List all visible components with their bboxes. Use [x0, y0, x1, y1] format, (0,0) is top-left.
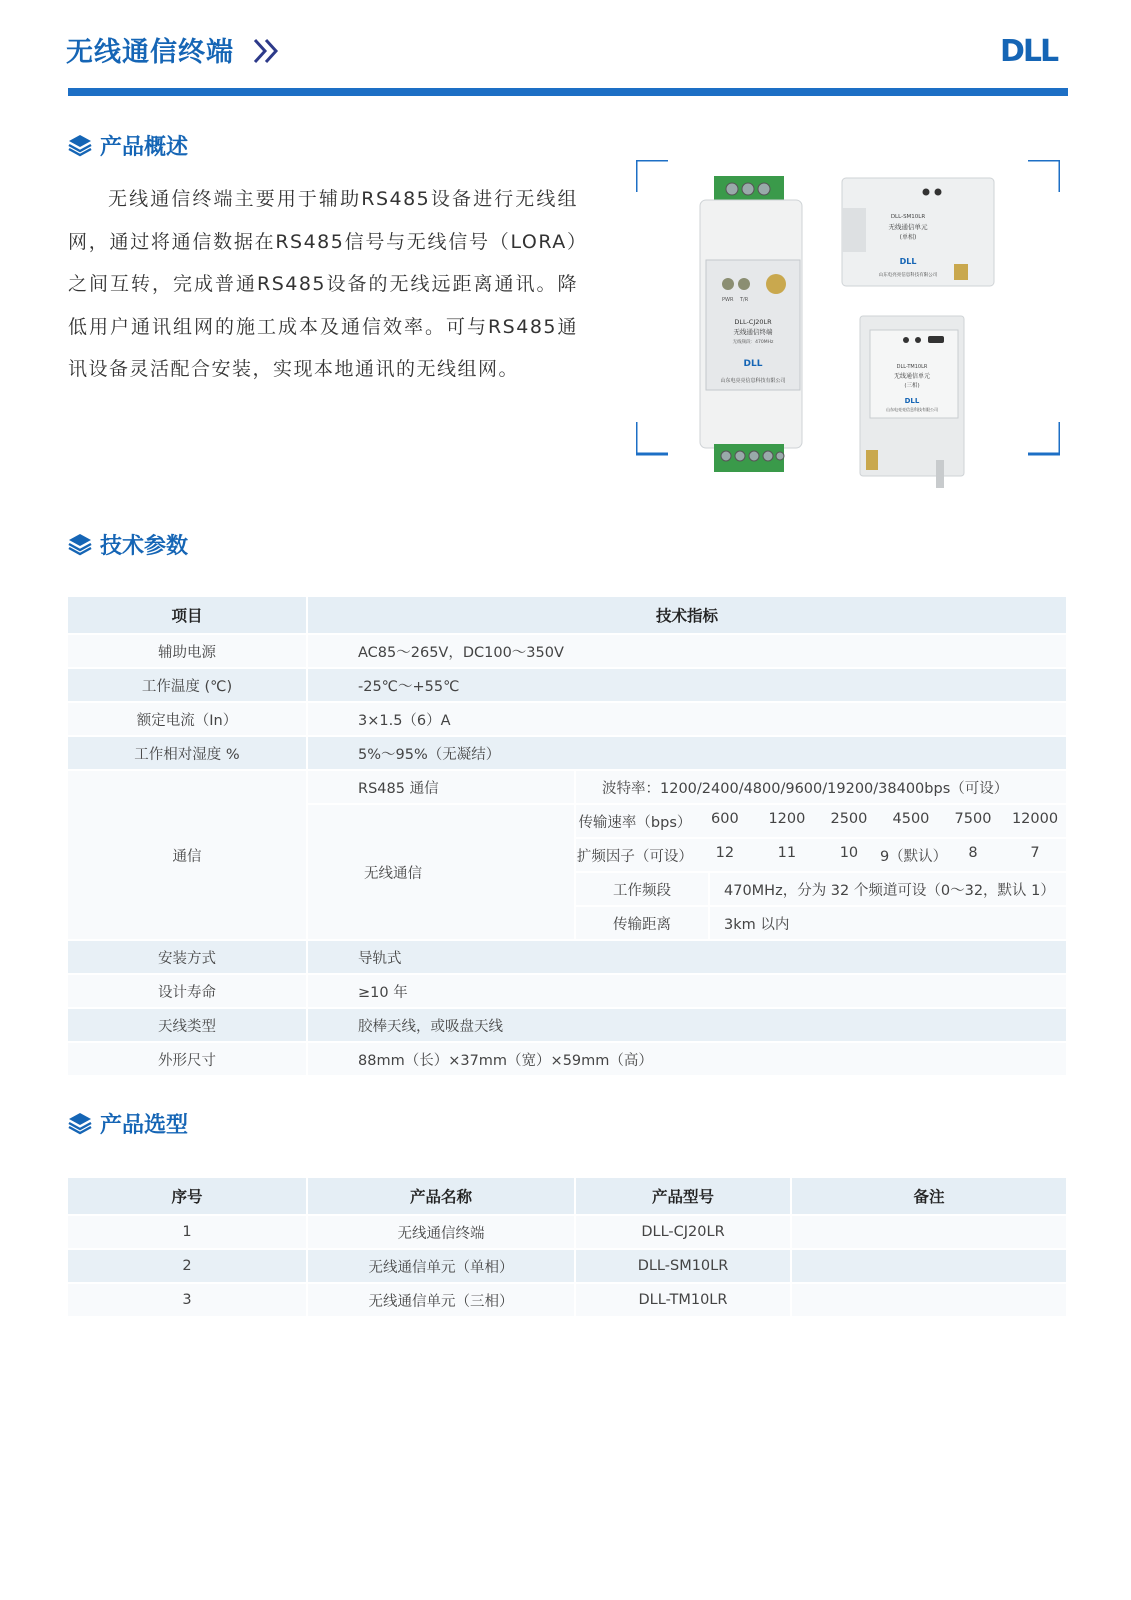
row-model: DLL-CJ20LR [576, 1216, 792, 1250]
spread-label: 扩频因子（可设） [576, 848, 693, 865]
band-label: 工作频段 [576, 873, 710, 907]
spread-value: 12 [715, 844, 735, 861]
table-row [68, 975, 1068, 1009]
row-item: 辅助电源 [68, 635, 308, 669]
terminal-device-image [700, 176, 802, 472]
terminal-led-pwr: PWR [722, 297, 734, 303]
single-phase-company: 山东电亮亮信息科技有限公司 [878, 273, 938, 278]
terminal-brand: DLL [743, 359, 763, 369]
row-name: 无线通信单元（三相） [308, 1284, 576, 1318]
tech-table [68, 597, 1068, 1077]
row-item: 天线类型 [68, 1009, 308, 1043]
speed-cell [576, 805, 1068, 839]
row-item: 工作相对湿度 % [68, 737, 308, 771]
three-phase-unit-image [860, 316, 964, 488]
row-value: 5%～95%（无凝结） [308, 737, 1068, 771]
single-phase-model: DLL-SM10LR [890, 214, 926, 220]
table-row [68, 941, 1068, 975]
distance-value: 3km 以内 [710, 907, 1068, 941]
three-phase-brand: DLL [904, 397, 920, 405]
row-item: 工作温度 (℃) [68, 669, 308, 703]
row-value: 88mm（长）×37mm（宽）×59mm（高） [308, 1043, 1068, 1077]
speed-value: 4500 [892, 810, 930, 827]
brand-logo [1000, 34, 1066, 66]
terminal-company: 山东电亮亮信息科技有限公司 [720, 378, 786, 384]
three-phase-name: 无线通信单元 [893, 373, 931, 380]
spread-value: 10 [839, 844, 859, 861]
terminal-sub: 无线频段：470MHz [732, 340, 774, 345]
tech-heading [68, 527, 188, 561]
col-no-header: 序号 [68, 1178, 308, 1216]
speed-value: 1200 [768, 810, 806, 827]
layers-icon [68, 1111, 92, 1135]
row-no: 3 [68, 1284, 308, 1318]
row-value: -25℃～+55℃ [308, 669, 1068, 703]
table-row [68, 1250, 1068, 1284]
three-phase-company: 山东电亮亮信息科技有限公司 [886, 407, 938, 412]
selection-title: 产品选型 [100, 1112, 189, 1138]
overview-heading [68, 128, 188, 162]
spread-value: 8 [968, 844, 978, 861]
spread-values [576, 845, 1066, 866]
comm-item: 通信 [68, 771, 308, 941]
row-no: 1 [68, 1216, 308, 1250]
speed-label: 传输速率（bps） [578, 814, 692, 831]
product-photos [636, 160, 1060, 500]
terminal-led-tr: T/R [740, 297, 749, 303]
logo-text: DLL [1000, 34, 1058, 66]
col-name-header: 产品名称 [308, 1178, 576, 1216]
tech-header-row [68, 597, 1068, 635]
speed-value: 600 [711, 810, 739, 827]
single-phase-brand: DLL [899, 257, 917, 266]
table-row [68, 1043, 1068, 1077]
col-model-header: 产品型号 [576, 1178, 792, 1216]
single-phase-unit-image [842, 178, 994, 286]
single-phase-name: 无线通信单元 [888, 223, 928, 231]
row-item: 设计寿命 [68, 975, 308, 1009]
spread-value: 9（默认） [879, 848, 948, 865]
spread-value: 7 [1030, 844, 1040, 861]
selection-header-row [68, 1178, 1068, 1216]
table-row [68, 635, 1068, 669]
table-row [68, 1216, 1068, 1250]
spread-cell [576, 839, 1068, 873]
terminal-name: 无线通信终端 [733, 328, 773, 336]
comm-row-rs485 [68, 771, 1068, 805]
row-value: 导轨式 [308, 941, 1068, 975]
single-phase-phase: (单相) [899, 234, 917, 241]
col-item-header: 项目 [68, 597, 308, 635]
selection-heading [68, 1106, 188, 1140]
distance-label: 传输距离 [576, 907, 710, 941]
band-value: 470MHz，分为 32 个频道可设（0～32，默认 1） [710, 873, 1068, 907]
speed-values [576, 811, 1066, 832]
page-title: 无线通信终端 [66, 37, 234, 68]
header-divider [68, 88, 1068, 96]
wireless-label: 无线通信 [308, 805, 576, 941]
terminal-model: DLL-CJ20LR [734, 318, 772, 326]
row-name: 无线通信单元（单相） [308, 1250, 576, 1284]
row-item: 外形尺寸 [68, 1043, 308, 1077]
table-row [68, 1009, 1068, 1043]
layers-icon [68, 133, 92, 157]
col-spec-header: 技术指标 [308, 597, 1068, 635]
three-phase-model: DLL-TM10LR [896, 364, 928, 370]
row-value: AC85～265V，DC100～350V [308, 635, 1068, 669]
col-note-header: 备注 [792, 1178, 1068, 1216]
rs485-label: RS485 通信 [308, 771, 576, 805]
row-value: 胶棒天线，或吸盘天线 [308, 1009, 1068, 1043]
rs485-value: 波特率：1200/2400/4800/9600/19200/38400bps（可设） [576, 771, 1068, 805]
double-chevron-right-icon [252, 36, 282, 66]
overview-title: 产品概述 [100, 134, 189, 160]
row-name: 无线通信终端 [308, 1216, 576, 1250]
row-value: ≥10 年 [308, 975, 1068, 1009]
row-note [792, 1216, 1068, 1250]
table-row [68, 737, 1068, 771]
row-value: 3×1.5（6）A [308, 703, 1068, 737]
speed-value: 12000 [1011, 810, 1059, 827]
selection-table [68, 1178, 1068, 1318]
table-row [68, 669, 1068, 703]
layers-icon [68, 532, 92, 556]
row-model: DLL-SM10LR [576, 1250, 792, 1284]
row-item: 额定电流（In） [68, 703, 308, 737]
overview-paragraph: 无线通信终端主要用于辅助RS485设备进行无线组网，通过将通信数据在RS485信号与无线信号（LORA）之间互转，完成普通RS485设备的无线远距离通讯。降低用户通讯组网的施工成本及通信效率。可与RS485通讯设备灵活配合安装，实现本地通讯的无线组网。 [68, 188, 578, 380]
row-no: 2 [68, 1250, 308, 1284]
spread-value: 11 [777, 844, 797, 861]
tech-title: 技术参数 [100, 533, 189, 559]
row-note [792, 1250, 1068, 1284]
row-note [792, 1284, 1068, 1318]
row-model: DLL-TM10LR [576, 1284, 792, 1318]
table-row [68, 703, 1068, 737]
speed-value: 2500 [830, 810, 868, 827]
table-row [68, 1284, 1068, 1318]
three-phase-phase: (三相) [904, 383, 920, 389]
speed-value: 7500 [954, 810, 992, 827]
row-item: 安装方式 [68, 941, 308, 975]
